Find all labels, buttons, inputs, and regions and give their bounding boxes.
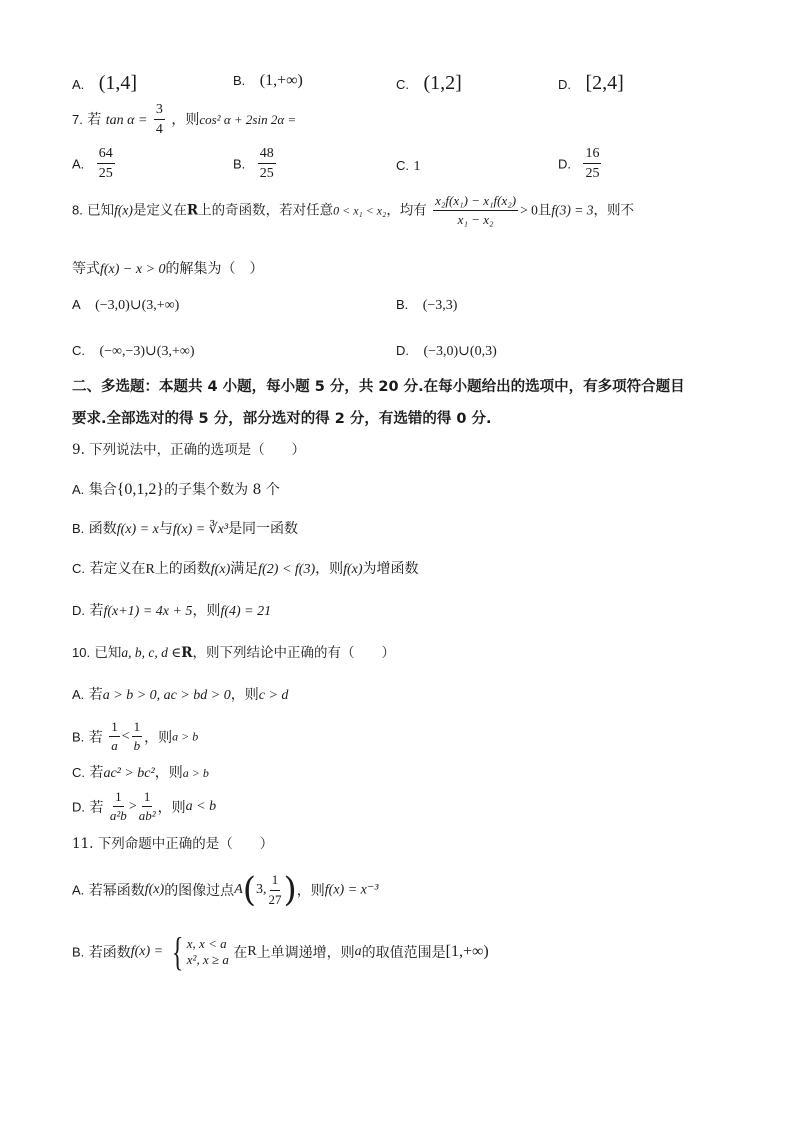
case-line: x, x < a — [186, 935, 227, 951]
q7-option-c — [396, 158, 420, 175]
option-math: 3, — [256, 882, 267, 897]
option-math: [1,+∞) — [445, 943, 489, 960]
q7-option-b — [233, 146, 278, 182]
option-fraction — [110, 790, 127, 824]
option-label: C. — [396, 158, 409, 173]
option-label: C. — [72, 765, 85, 780]
fraction-denominator: x₁ − x₂ — [457, 212, 494, 228]
option-label: A. — [72, 156, 85, 172]
option-value: (1,2] — [423, 72, 462, 94]
section-heading-line2: 要求.全部选对的得 5 分，部分选对的得 2 分，有选错的得 0 分. — [72, 411, 492, 427]
fraction-denominator: b — [133, 738, 141, 754]
brace-icon: { — [171, 929, 183, 974]
fraction-numerator: 1 — [132, 720, 143, 737]
option-label: B. — [233, 156, 246, 172]
option-label: A. — [72, 482, 85, 497]
option-text: ，则 — [157, 799, 186, 816]
option-text: 的取值范围是 — [361, 945, 446, 961]
q8-text: 上的奇函数，若对任意 — [198, 202, 334, 219]
option-math: f(2) < f(3) — [258, 562, 316, 577]
option-math: f(x) = x — [116, 522, 159, 537]
option-value: [2,4] — [585, 72, 624, 94]
option-text: 若 — [88, 687, 103, 703]
q9-option-b — [72, 522, 298, 537]
fraction-denominator: 25 — [585, 166, 600, 182]
option-label: A. — [72, 687, 85, 702]
fraction-denominator: 25 — [98, 166, 113, 182]
q10-real-set: R — [181, 645, 193, 661]
option-label: A — [72, 297, 81, 312]
option-value: (−∞,−3)∪(3,+∞) — [99, 344, 195, 359]
q7-expression: cos² α + 2sin 2α = — [199, 111, 297, 127]
option-label: D. — [558, 77, 571, 92]
option-text: 若 — [88, 729, 103, 746]
option-math: a < b — [185, 798, 217, 814]
fraction-numerator: x₂f(x₁) − x₁f(x₂) — [433, 194, 518, 211]
option-text: 若幂函数 — [88, 883, 145, 899]
q8-option-b — [396, 298, 457, 313]
q7-text: 若 — [87, 111, 102, 128]
option-label: D. — [558, 156, 571, 172]
q8-text: 的解集为（ ） — [165, 261, 264, 277]
q9-option-d — [72, 604, 271, 619]
option-text: 函数 — [88, 521, 117, 537]
q11-option-a — [72, 870, 378, 910]
q10-option-b — [72, 720, 198, 754]
q7-text: ，则 — [171, 111, 200, 128]
q8-stem-line2 — [72, 262, 264, 277]
option-math: a — [354, 944, 362, 959]
q7-tan: tan α = — [105, 112, 148, 128]
option-value: 1 — [413, 159, 421, 174]
option-math: f(4) = 21 — [220, 604, 272, 619]
q6-option-b — [233, 72, 303, 90]
fraction-numerator: 1 — [142, 790, 153, 807]
option-math: f(x+1) = 4x + 5 — [103, 604, 193, 619]
option-math: a > b — [172, 729, 199, 744]
fraction-denominator: ab² — [138, 808, 156, 824]
fraction-numerator: 3 — [154, 102, 165, 120]
q8-math: > 0 — [520, 202, 538, 218]
option-text: 在 — [233, 945, 248, 961]
paren-right: ) — [283, 870, 297, 910]
q6-option-a — [72, 72, 137, 95]
q8-real-set: R — [186, 202, 199, 219]
piecewise-cases — [187, 936, 229, 969]
option-label: A. — [72, 882, 85, 898]
q8-option-c — [72, 344, 194, 359]
option-text: 的图像过点 — [164, 883, 235, 899]
q8-option-a — [72, 298, 179, 313]
option-label: B. — [396, 297, 409, 312]
q8-math: f(3) = 3 — [551, 202, 594, 218]
option-value: (−3,3) — [422, 298, 458, 313]
option-label: D. — [72, 799, 85, 815]
question-number: 8. — [72, 202, 83, 218]
option-math: a > b — [182, 766, 209, 780]
fraction-denominator: a — [111, 738, 118, 754]
option-label: A. — [72, 77, 85, 92]
option-text: 若定义在 — [89, 561, 146, 577]
q8-text: 等式 — [72, 261, 100, 277]
option-text: 集合 — [88, 482, 117, 498]
option-text: ，则 — [144, 729, 173, 746]
fraction-numerator: 1 — [113, 790, 124, 807]
option-label: C. — [396, 77, 409, 92]
option-label: B. — [233, 73, 246, 88]
q8-text: 且 — [537, 202, 552, 219]
piecewise — [168, 929, 229, 974]
q10-option-a — [72, 688, 288, 703]
case-line: x², x ≥ a — [186, 952, 229, 967]
option-label: C. — [72, 561, 85, 576]
option-math: f(x) — [343, 562, 363, 577]
option-text: 若 — [89, 603, 104, 619]
q7-option-a — [72, 146, 117, 182]
fraction-numerator: 48 — [258, 146, 276, 164]
q9-option-a — [72, 482, 280, 498]
q11-option-b — [72, 929, 489, 974]
question-number: 7. — [72, 111, 83, 127]
option-fraction — [132, 720, 143, 754]
q8-text: 是定义在 — [132, 202, 187, 219]
option-fraction — [269, 873, 282, 907]
option-text: ，则 — [230, 687, 259, 703]
option-text: 若 — [89, 765, 104, 781]
option-fraction — [583, 146, 601, 182]
q11-stem: 11. 下列命题中正确的是（ ） — [72, 836, 274, 852]
q9-stem: 9. 下列说法中，正确的选项是（ ） — [72, 442, 306, 458]
fraction-denominator: 25 — [259, 166, 274, 182]
option-fraction — [258, 146, 276, 182]
q9-option-c — [72, 562, 419, 577]
option-value: (−3,0)∪(3,+∞) — [95, 298, 180, 313]
option-label: B. — [72, 944, 85, 960]
option-math: c > d — [258, 688, 289, 703]
q8-stem — [72, 194, 634, 228]
option-fraction — [139, 790, 156, 824]
option-text: ，则 — [192, 603, 221, 619]
option-text: 若 — [89, 799, 104, 816]
fraction-numerator: 16 — [583, 146, 601, 164]
q8-math: f(x) — [114, 202, 133, 218]
fraction-denominator: 4 — [155, 122, 163, 138]
option-text: 为增函数 — [362, 561, 419, 577]
option-math: {0,1,2} — [116, 481, 165, 498]
q8-fraction — [433, 194, 518, 228]
option-math: f(x) = ∛x³ — [172, 522, 229, 537]
q6-option-c — [396, 72, 462, 95]
q10-math: a, b, c, d ∈ — [121, 645, 182, 660]
q8-option-d — [396, 344, 497, 359]
q8-text: ，则不 — [593, 202, 634, 219]
q7-option-d — [558, 146, 603, 182]
option-math: R — [247, 944, 257, 959]
option-math: f(x) = — [130, 944, 164, 959]
option-label: B. — [72, 521, 85, 536]
option-math: f(x) = x⁻³ — [324, 882, 379, 898]
q10-option-d — [72, 790, 216, 824]
q7-stem — [72, 102, 296, 138]
option-text: 与 — [158, 521, 173, 537]
option-text: 的子集个数为 8 个 — [164, 482, 280, 498]
option-value: (1,4] — [98, 72, 138, 94]
option-math: < — [121, 728, 130, 744]
q8-math: f(x) − x > 0 — [100, 262, 166, 277]
q7-fraction — [154, 102, 165, 138]
fraction-denominator: a²b — [109, 808, 127, 824]
q8-math: 0 < x₁ < x₂ — [333, 203, 387, 218]
q8-text: ，均有 — [386, 202, 427, 219]
q6-option-d — [558, 72, 624, 95]
option-fraction — [109, 720, 120, 754]
option-text: 是同一函数 — [228, 521, 299, 537]
option-label: D. — [72, 603, 85, 618]
option-text: 上的函数 — [154, 561, 211, 577]
q10-text: ，则下列结论中正确的有（ ） — [192, 645, 395, 661]
option-label: C. — [72, 343, 85, 358]
q10-text: 已知 — [94, 645, 122, 661]
option-value: (1,+∞) — [259, 72, 303, 89]
option-text: ，则 — [296, 883, 325, 899]
option-math: R — [145, 562, 155, 577]
option-math: f(x) — [210, 562, 231, 577]
paren-left: ( — [242, 870, 257, 910]
q10-stem — [72, 646, 395, 661]
fraction-numerator: 1 — [270, 873, 281, 890]
option-text: ，则 — [154, 765, 183, 781]
fraction-numerator: 64 — [97, 146, 115, 164]
option-label: B. — [72, 729, 85, 745]
option-value: (−3,0)∪(0,3) — [423, 344, 497, 359]
option-text: 若函数 — [88, 945, 131, 961]
option-math: > — [128, 798, 137, 814]
fraction-denominator: 27 — [268, 891, 282, 907]
option-text: 上单调递增，则 — [256, 945, 355, 961]
option-math: A — [234, 882, 243, 897]
option-math: f(x) — [144, 882, 165, 897]
section-heading: 二、多选题：本题共 4 小题，每小题 5 分，共 20 分.在每小题给出的选项中，有多项符合题目 — [72, 379, 685, 395]
q8-text: 已知 — [87, 202, 115, 219]
fraction-numerator: 1 — [109, 720, 120, 737]
option-label: D. — [396, 343, 409, 358]
option-text: ，则 — [315, 561, 344, 577]
question-number: 10. — [72, 645, 91, 660]
option-text: 满足 — [230, 561, 259, 577]
option-math: a > b > 0, ac > bd > 0 — [102, 688, 231, 703]
option-math: ac² > bc² — [103, 766, 155, 781]
option-fraction — [97, 146, 115, 182]
q10-option-c — [72, 766, 209, 781]
